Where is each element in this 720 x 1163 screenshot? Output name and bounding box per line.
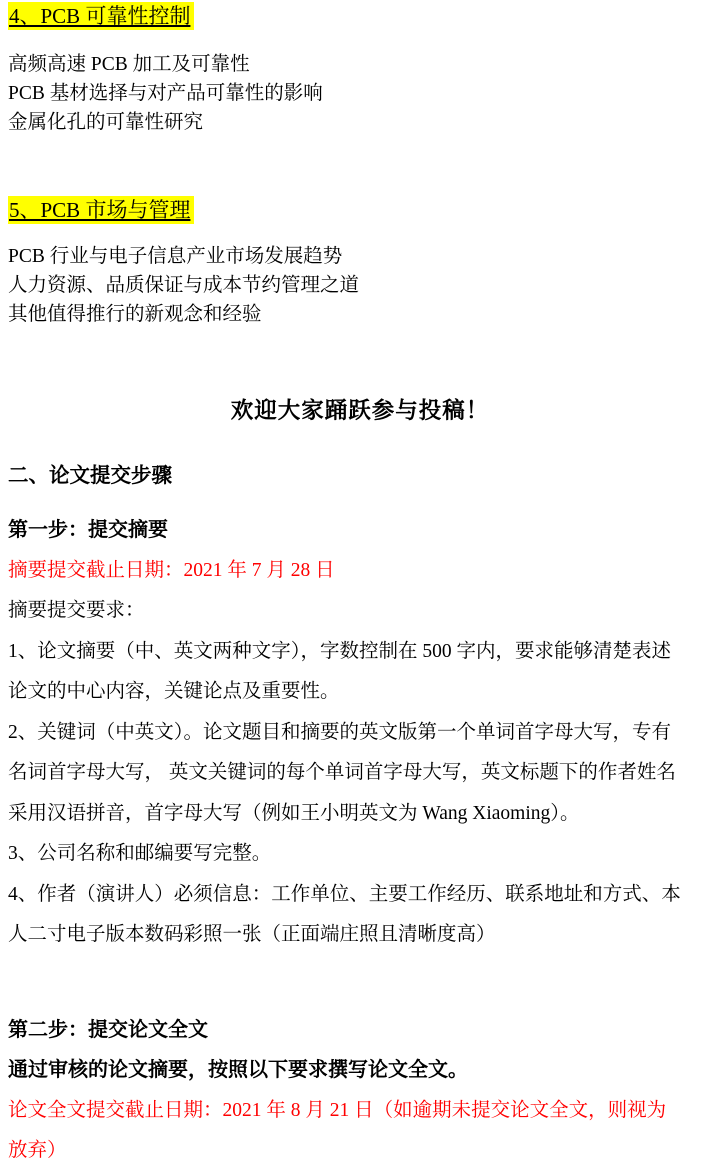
requirement-1-line: 1、论文摘要（中、英文两种文字），字数控制在 500 字内，要求能够清楚表述	[8, 640, 672, 662]
topic-section-5	[8, 196, 712, 329]
step2-intro: 通过审核的论文摘要，按照以下要求撰写论文全文。	[8, 1059, 468, 1081]
requirement-3-line: 3、公司名称和邮编要写完整。	[8, 843, 272, 864]
submission-steps-title: 二、论文提交步骤	[8, 465, 172, 487]
fullpaper-deadline-line: 放弃）	[8, 1140, 67, 1161]
requirement-4-line: 4、作者（演讲人）必须信息：工作单位、主要工作经历、联系地址和方式、本	[8, 883, 681, 905]
requirement-2-line: 采用汉语拼音，首字母大写（例如王小明英文为 Wang Xiaoming）。	[8, 802, 580, 824]
step1-section	[8, 510, 712, 956]
topic-4-item: 高频高速 PCB 加工及可靠性	[8, 54, 250, 75]
abstract-requirements-label: 摘要提交要求：	[8, 600, 145, 621]
topic-5-item: PCB 行业与电子信息产业市场发展趋势	[8, 246, 343, 267]
topic-4-heading: 4、PCB 可靠性控制	[8, 2, 194, 30]
fullpaper-deadline-line: 论文全文提交截止日期：2021 年 8 月 21 日（如逾期未提交论文全文，则视为	[8, 1099, 667, 1121]
topic-5-heading: 5、PCB 市场与管理	[8, 196, 194, 224]
topic-4-list	[8, 50, 712, 137]
topic-5-item: 人力资源、品质保证与成本节约管理之道	[8, 275, 360, 296]
topic-4-item: 金属化孔的可靠性研究	[8, 112, 204, 133]
topic-5-heading-wrap	[8, 196, 712, 224]
step2-section	[8, 1010, 712, 1163]
requirement-4-line: 人二寸电子版本数码彩照一张（正面端庄照且清晰度高）	[8, 924, 496, 945]
requirement-2-line: 2、关键词（中英文）。论文题目和摘要的英文版第一个单词首字母大写，专有	[8, 721, 672, 743]
step1-heading: 第一步：提交摘要	[8, 519, 168, 541]
topic-5-item: 其他值得推行的新观念和经验	[8, 304, 262, 325]
step2-heading: 第二步：提交论文全文	[8, 1018, 208, 1041]
requirement-2-line: 名词首字母大写， 英文关键词的每个单词首字母大写，英文标题下的作者姓名	[8, 762, 676, 783]
call-to-action-title: 欢迎大家踊跃参与投稿！	[230, 398, 490, 423]
abstract-deadline: 摘要提交截止日期：2021 年 7 月 28 日	[8, 559, 335, 581]
topic-4-item: PCB 基材选择与对产品可靠性的影响	[8, 83, 323, 104]
topic-5-list	[8, 242, 712, 329]
requirement-1-line: 论文的中心内容，关键论点及重要性。	[8, 681, 340, 702]
topic-section-4	[8, 2, 712, 137]
